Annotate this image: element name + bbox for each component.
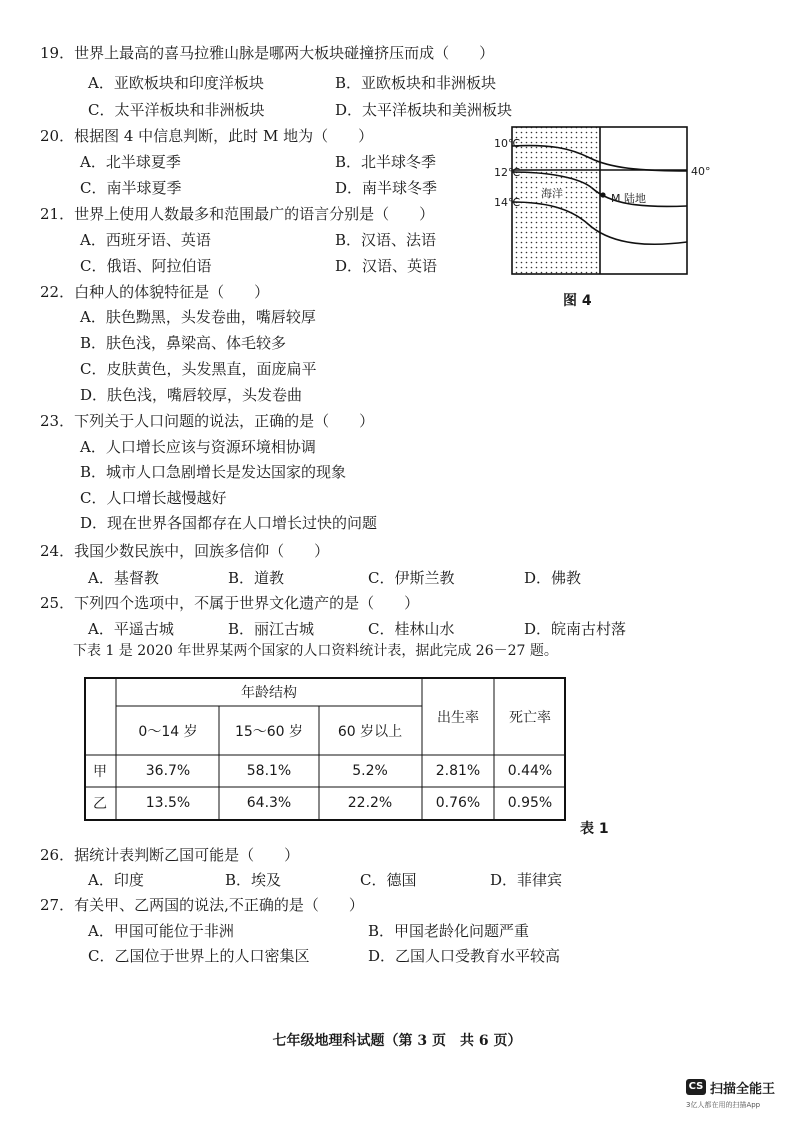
table-cell: 0.95% <box>507 795 553 811</box>
option-b: B．肤色浅，鼻梁高、体毛较多 <box>80 334 287 352</box>
point-m <box>600 192 605 197</box>
latitude-label: 40° <box>691 165 711 178</box>
question-number: 25． <box>40 594 75 612</box>
option-a: A．平遥古城 <box>88 620 174 638</box>
option-d: D．南半球冬季 <box>335 179 438 197</box>
table-cell: 2.81% <box>435 763 481 779</box>
table-group-header: 年龄结构 <box>241 685 297 701</box>
option-c: C．皮肤黄色，头发黑直，面庞扁平 <box>80 360 317 378</box>
table-cell: 64.3% <box>246 795 292 811</box>
option-b: B．城市人口急剧增长是发达国家的现象 <box>80 463 347 481</box>
figure-4-caption: 图 4 <box>563 293 592 309</box>
question-number: 21． <box>40 205 75 223</box>
table-cell: 0.76% <box>435 795 481 811</box>
question-27 <box>40 894 364 915</box>
question-20 <box>40 125 373 146</box>
question-number: 26． <box>40 846 75 864</box>
question-number: 24． <box>40 542 75 560</box>
question-stem: 白种人的体貌特征是（ ） <box>74 283 270 301</box>
option-b: B．甲国老龄化问题严重 <box>368 922 530 940</box>
land-label: M 陆地 <box>611 192 646 205</box>
scanner-logo-icon: CS <box>686 1079 706 1095</box>
question-24 <box>40 540 329 561</box>
question-stem: 下列关于人口问题的说法，正确的是（ ） <box>74 412 375 430</box>
table-cell: 22.2% <box>347 795 393 811</box>
table-cell: 5.2% <box>352 763 388 779</box>
option-a: A．北半球夏季 <box>80 153 181 171</box>
option-b: B．道教 <box>228 569 285 587</box>
option-c: C．桂林山水 <box>368 620 455 638</box>
option-d: D．乙国人口受教育水平较高 <box>368 947 561 965</box>
option-a: A．甲国可能位于非洲 <box>88 922 234 940</box>
option-c: C．乙国位于世界上的人口密集区 <box>88 947 310 965</box>
question-21 <box>40 203 434 224</box>
option-c: C．太平洋板块和非洲板块 <box>88 101 265 119</box>
question-number: 20． <box>40 127 75 145</box>
question-22 <box>40 281 269 302</box>
option-b: B．丽江古城 <box>228 620 315 638</box>
table-cell: 58.1% <box>246 763 292 779</box>
scanner-watermark-tagline: 3亿人都在用的扫描App <box>686 1101 761 1109</box>
question-stem: 下列四个选项中，不属于世界文化遗产的是（ ） <box>74 594 420 612</box>
question-19 <box>40 42 494 63</box>
table-header: 0～14 岁 <box>138 724 198 740</box>
page-footer: 七年级地理科试题（第 3 页 共 6 页） <box>272 1033 522 1049</box>
question-stem: 据统计表判断乙国可能是（ ） <box>74 846 300 864</box>
table-row-label: 乙 <box>93 796 107 812</box>
table-header: 15～60 岁 <box>234 724 304 740</box>
option-d: D．肤色浅，嘴唇较厚，头发卷曲 <box>80 386 303 404</box>
table-intro: 下表 1 是 2020 年世界某两个国家的人口资料统计表，据此完成 26－27 题。 <box>73 643 558 659</box>
option-c: C．伊斯兰教 <box>368 569 455 587</box>
question-26 <box>40 844 299 865</box>
option-b: B．埃及 <box>225 871 282 889</box>
table-header: 60 岁以上 <box>337 724 403 740</box>
table-cell: 36.7% <box>145 763 191 779</box>
option-d: D．汉语、英语 <box>335 257 438 275</box>
table-cell: 0.44% <box>507 763 553 779</box>
question-stem: 世界上使用人数最多和范围最广的语言分别是（ ） <box>74 205 435 223</box>
ocean-label: 海洋 <box>541 187 563 200</box>
option-a: A．肤色黝黑，头发卷曲，嘴唇较厚 <box>80 308 316 326</box>
table-row-label: 甲 <box>93 764 107 780</box>
option-b: B．北半球冬季 <box>335 153 437 171</box>
question-25 <box>40 592 419 613</box>
option-b: B．亚欧板块和非洲板块 <box>335 74 497 92</box>
option-a: A．基督教 <box>88 569 159 587</box>
isotherm-label-14: 14℃ <box>494 196 521 209</box>
option-d: D．佛教 <box>524 569 582 587</box>
table-header: 死亡率 <box>509 710 551 726</box>
option-d: D．菲律宾 <box>490 871 563 889</box>
table-1-caption: 表 1 <box>580 821 609 837</box>
option-a: A．亚欧板块和印度洋板块 <box>88 74 264 92</box>
question-stem: 有关甲、乙两国的说法,不正确的是（ ） <box>74 896 364 914</box>
table-cell: 13.5% <box>145 795 191 811</box>
question-number: 23． <box>40 412 75 430</box>
question-stem: 世界上最高的喜马拉雅山脉是哪两大板块碰撞挤压而成（ ） <box>74 44 495 62</box>
option-a: A．人口增长应该与资源环境相协调 <box>80 438 316 456</box>
question-number: 27． <box>40 896 75 914</box>
option-d: D．皖南古村落 <box>524 620 627 638</box>
question-stem: 根据图 4 中信息判断，此时 M 地为（ ） <box>74 127 374 145</box>
option-a: A．西班牙语、英语 <box>80 231 211 249</box>
option-b: B．汉语、法语 <box>335 231 437 249</box>
option-d: D．太平洋板块和美洲板块 <box>335 101 513 119</box>
question-23 <box>40 410 374 431</box>
option-d: D．现在世界各国都存在人口增长过快的问题 <box>80 514 378 532</box>
question-number: 22． <box>40 283 75 301</box>
option-c: C．南半球夏季 <box>80 179 182 197</box>
question-stem: 我国少数民族中，回族多信仰（ ） <box>74 542 330 560</box>
isotherm-label-10: 10℃ <box>494 137 521 150</box>
question-number: 19． <box>40 44 75 62</box>
table-header: 出生率 <box>437 710 479 726</box>
isotherm-label-12: 12℃ <box>494 166 521 179</box>
option-c: C．俄语、阿拉伯语 <box>80 257 212 275</box>
scanner-watermark-name: 扫描全能王 <box>710 1082 776 1097</box>
option-c: C．德国 <box>360 871 417 889</box>
option-c: C．人口增长越慢越好 <box>80 489 227 507</box>
option-a: A．印度 <box>88 871 144 889</box>
